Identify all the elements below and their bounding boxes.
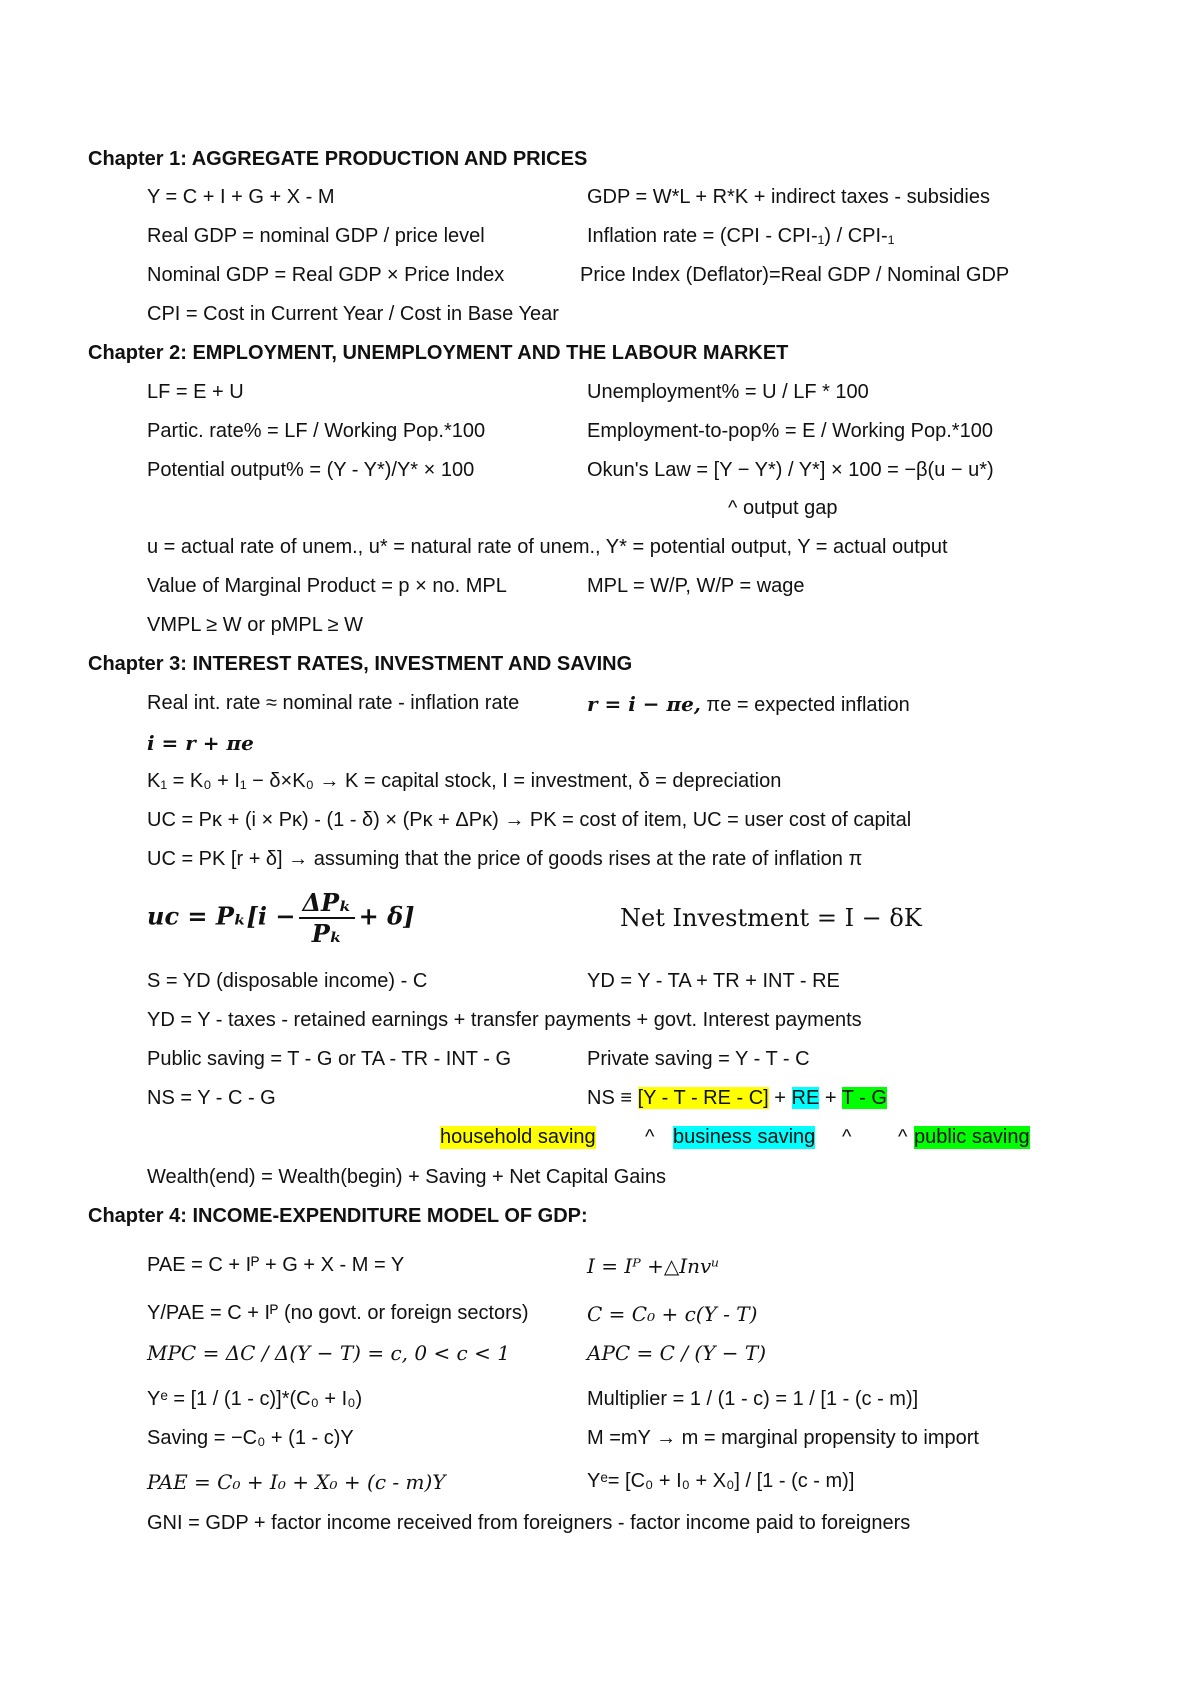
formula-nominal-interest: i = r + πe <box>147 731 254 755</box>
formula-potential-output: Potential output% = (Y - Y*)/Y* × 100 <box>147 459 475 481</box>
formula-equilibrium-open: Yᵉ= [C₀ + I₀ + X₀] / [1 - (c - m)] <box>587 1470 855 1492</box>
plus-sign: + <box>819 1087 842 1109</box>
formula-vmpl-condition: VMPL ≥ W or pMPL ≥ W <box>147 614 364 636</box>
formula-unemployment: Unemployment% = U / LF * 100 <box>587 381 869 403</box>
chapter-2-heading: Chapter 2: EMPLOYMENT, UNEMPLOYMENT AND THE LABOUR MARKET <box>88 342 789 364</box>
caret: ^ <box>898 1126 908 1148</box>
formula-nominal-gdp: Nominal GDP = Real GDP × Price Index <box>147 264 505 286</box>
formula-user-cost-simplified: UC = PK [r + δ] → assuming that the price of goods rises at the rate of inflation π <box>147 848 863 870</box>
formula-equilibrium-output: Yᵉ = [1 / (1 - c)]*(C₀ + I₀) <box>147 1388 363 1410</box>
formula-capital-stock: K₁ = K₀ + I₁ − δ×K₀ → K = capital stock, I = investment, δ = depreciation <box>147 770 782 792</box>
equation-user-cost <box>147 888 415 948</box>
label-household-saving: household saving <box>440 1126 596 1148</box>
formula-national-saving: NS = Y - C - G <box>147 1087 276 1109</box>
formula-gdp-income: GDP = W*L + R*K + indirect taxes - subsidies <box>587 186 990 208</box>
formula-imports: M =mY → m = marginal propensity to import <box>587 1427 979 1449</box>
equation-user-cost-left: uc = Pₖ[i − <box>147 901 296 931</box>
formula-pae-open: PAE = C₀ + I₀ + X₀ + (c - m)Y <box>147 1470 446 1494</box>
formula-labour-force: LF = E + U <box>147 381 244 403</box>
household-saving-term: [Y - T - RE - C] <box>637 1087 769 1109</box>
formula-disposable-income-expanded: YD = Y - taxes - retained earnings + transfer payments + govt. Interest payments <box>147 1009 862 1031</box>
fraction <box>299 888 354 948</box>
plus-sign: + <box>768 1087 792 1109</box>
formula-fisher <box>587 692 910 717</box>
formula-pae: PAE = C + Iᴾ + G + X - M = Y <box>147 1254 405 1276</box>
formula-saving-function: Saving = −C₀ + (1 - c)Y <box>147 1427 354 1449</box>
formula-mpl: MPL = W/P, W/P = wage <box>587 575 805 597</box>
formula-cpi: CPI = Cost in Current Year / Cost in Base Year <box>147 303 559 325</box>
formula-gni: GNI = GDP + factor income received from foreigners - factor income paid to foreigners <box>147 1512 911 1534</box>
formula-okuns-law: Okun's Law = [Y − Y*) / Y*] × 100 = −β(u − u*) <box>587 459 994 481</box>
business-saving-term: RE <box>791 1087 820 1109</box>
formula-wealth: Wealth(end) = Wealth(begin) + Saving + Net Capital Gains <box>147 1166 666 1188</box>
formula-saving: S = YD (disposable income) - C <box>147 970 428 992</box>
caret: ^ <box>842 1126 852 1148</box>
formula-public-saving: Public saving = T - G or TA - TR - INT - G <box>147 1048 511 1070</box>
formula-user-cost: UC = Pᴋ + (i × Pᴋ) - (1 - δ) × (Pᴋ + ΔPᴋ) → PK = cost of item, UC = user cost of capital <box>147 809 912 831</box>
fraction-denominator: Pₖ <box>311 919 343 948</box>
fisher-equation: r = i − πe, <box>587 692 701 716</box>
formula-investment: I = Iᴾ +△Invᵘ <box>587 1254 720 1278</box>
equation-net-investment: Net Investment = I − δK <box>620 904 922 932</box>
note-output-gap: ^ output gap <box>728 497 838 519</box>
definitions-unemployment: u = actual rate of unem., u* = natural rate of unem., Y* = potential output, Y = actual output <box>147 536 948 558</box>
formula-disposable-income: YD = Y - TA + TR + INT - RE <box>587 970 840 992</box>
fraction-numerator: ΔPₖ <box>299 888 354 919</box>
formula-real-interest-rate: Real int. rate ≈ nominal rate - inflation rate <box>147 692 520 714</box>
ns-prefix: NS ≡ <box>587 1087 638 1109</box>
formula-gdp-expenditure: Y = C + I + G + X - M <box>147 186 335 208</box>
chapter-3-heading: Chapter 3: INTEREST RATES, INVESTMENT AND SAVING <box>88 653 633 675</box>
equation-user-cost-right: + δ] <box>358 901 415 931</box>
caret: ^ <box>645 1126 655 1148</box>
formula-y-pae: Y/PAE = C + Iᴾ (no govt. or foreign sectors) <box>147 1302 529 1324</box>
fisher-definition: πe = expected inflation <box>706 694 910 716</box>
formula-apc: APC = C / (Y − T) <box>587 1341 767 1365</box>
formula-private-saving: Private saving = Y - T - C <box>587 1048 810 1070</box>
formula-consumption: C = C₀ + c(Y - T) <box>587 1302 758 1326</box>
formula-real-gdp: Real GDP = nominal GDP / price level <box>147 225 485 247</box>
formula-national-saving-components <box>587 1087 887 1110</box>
formula-vmp: Value of Marginal Product = p × no. MPL <box>147 575 507 597</box>
formula-price-index: Price Index (Deflator)=Real GDP / Nominal GDP <box>580 264 1010 286</box>
formula-mpc: MPC = ΔC / Δ(Y − T) = c, 0 < c < 1 <box>147 1341 510 1365</box>
public-saving-term: T - G <box>841 1087 887 1109</box>
formula-participation-rate: Partic. rate% = LF / Working Pop.*100 <box>147 420 486 442</box>
chapter-1-heading: Chapter 1: AGGREGATE PRODUCTION AND PRICES <box>88 148 588 170</box>
chapter-4-heading: Chapter 4: INCOME-EXPENDITURE MODEL OF GDP: <box>88 1205 588 1227</box>
label-business-saving: business saving <box>673 1126 816 1148</box>
formula-multiplier: Multiplier = 1 / (1 - c) = 1 / [1 - (c - m)] <box>587 1388 919 1410</box>
formula-inflation-rate: Inflation rate = (CPI - CPI-₁) / CPI-₁ <box>587 225 895 247</box>
formula-employment-to-pop: Employment-to-pop% = E / Working Pop.*100 <box>587 420 993 442</box>
label-public-saving: public saving <box>914 1126 1030 1148</box>
